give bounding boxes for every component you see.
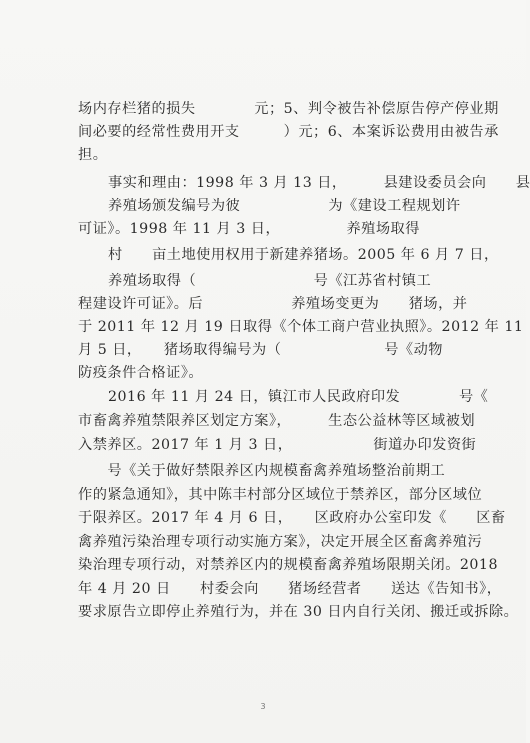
text-line-16: 号《关于做好禁限养区内规模畜禽养殖场整治前期工	[78, 463, 446, 479]
text-line-10: 于 2011 年 12 月 19 日取得《个体工商户营业执照》。2012 年 11	[78, 319, 524, 335]
text-line-4: 事实和理由：1998 年 3 月 13 日， 县建设委员会向 县	[108, 175, 530, 191]
text-line-21: 年 4 月 20 日 村委会向 猪场经营者 送达《告知书》，	[78, 581, 502, 597]
text-line-9: 程建设许可证》。后 养殖场变更为 猪场，并	[78, 296, 468, 312]
text-line-18: 于限养区。2017 年 4 月 6 日， 区政府办公室印发《 区畜	[78, 510, 506, 526]
text-line-7: 村 亩土地使用权用于新建养猪场。2005 年 6 月 7 日，	[108, 247, 499, 263]
page-number: 3	[260, 702, 266, 711]
text-line-15: 入禁养区。2017 年 1 月 3 日， 街道办印发资街	[78, 437, 477, 453]
text-line-3: 担。	[78, 147, 108, 163]
text-line-5: 养殖场颁发编号为彼 为《建设工程规划许	[108, 198, 461, 214]
text-line-11: 月 5 日， 猪场取得编号为（ 号《动物	[78, 342, 443, 358]
text-line-20: 染治理专项行动，对禁养区内的规模畜禽养殖场限期关闭。2018	[78, 557, 498, 573]
text-line-17: 作的紧急通知》，其中陈丰村部分区域位于禁养区，部分区域位	[78, 487, 483, 503]
text-line-22: 要求原告立即停止养殖行为，并在 30 日内自行关闭、搬迁或拆除。	[78, 604, 519, 620]
text-line-8: 养殖场取得（ 号《江苏省村镇工	[108, 273, 432, 289]
text-line-13: 2016 年 11 月 24 日，镇江市人民政府印发 号《	[108, 389, 489, 405]
text-line-12: 防疫条件合格证》。	[78, 365, 204, 381]
text-line-19: 禽养殖污染治理专项行动实施方案》，决定开展全区畜禽养殖污	[78, 534, 483, 550]
text-line-1: 场内存栏猪的损失 元；5、判令被告补偿原告停产停业期	[78, 101, 499, 117]
text-line-6: 可证》。1998 年 11 月 3 日， 养殖场取得	[78, 221, 420, 237]
text-line-2: 间必要的经常性费用开支 ）元；6、本案诉讼费用由被告承	[78, 124, 499, 140]
text-line-14: 市畜禽养殖禁限养区划定方案》， 生态公益林等区域被划	[78, 413, 476, 429]
